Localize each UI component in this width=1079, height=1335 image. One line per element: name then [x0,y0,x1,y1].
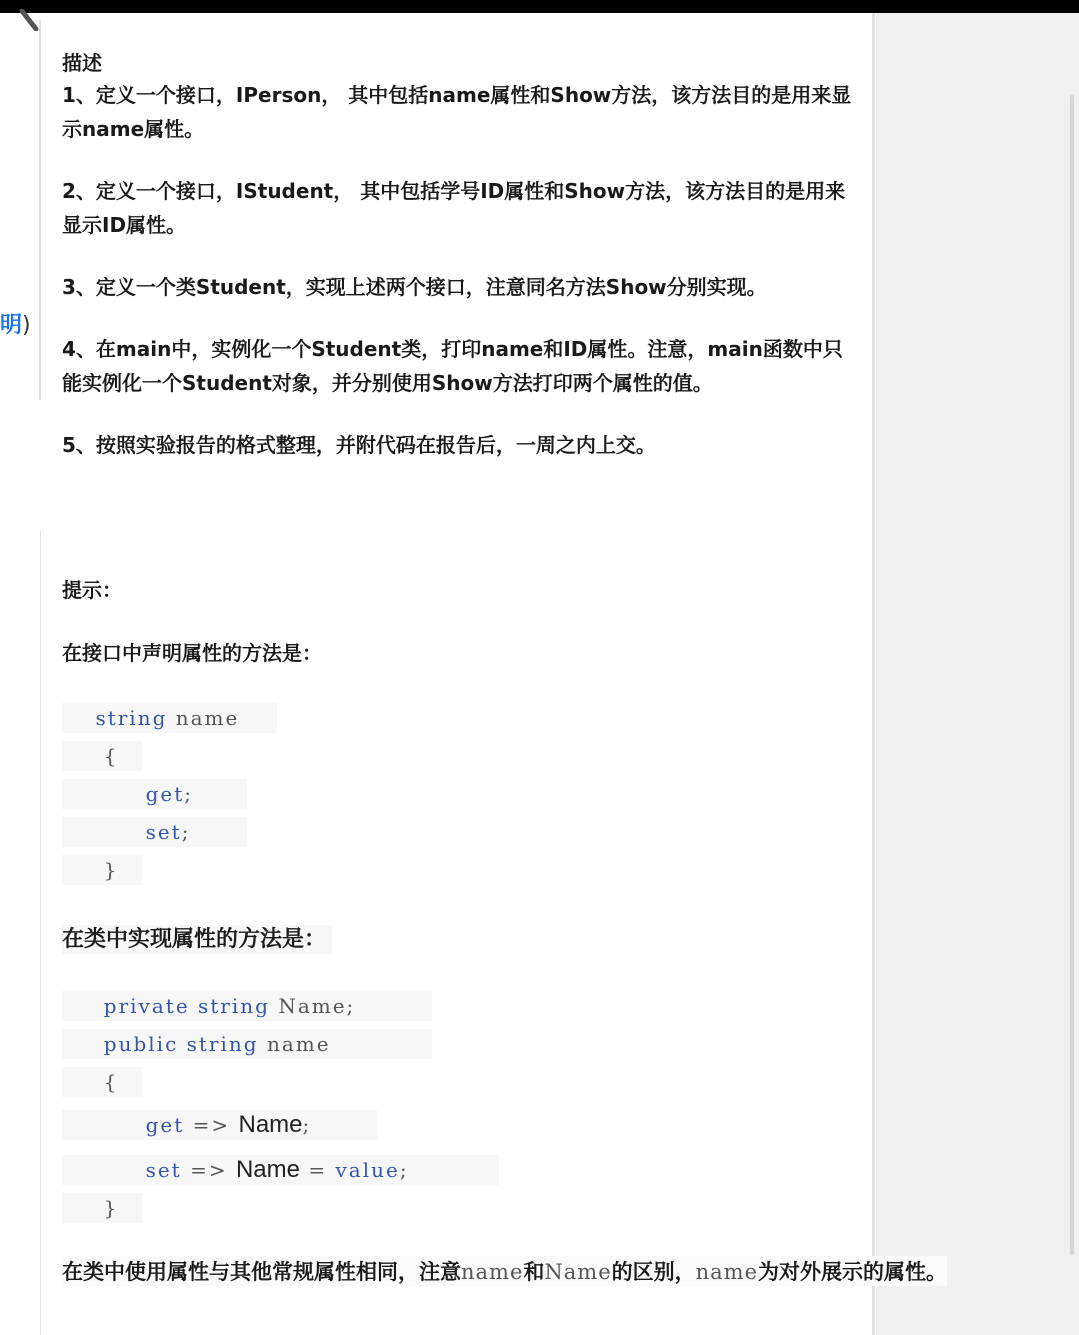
code-line: private string Name; [62,991,432,1021]
code-line: set => Name = value; [62,1155,499,1185]
panel-divider[interactable] [872,13,875,1335]
code-line: get => Name; [62,1110,377,1140]
code-line: { [62,741,142,771]
requirement-5: 5、按照实验报告的格式整理，并附代码在报告后，一周之内上交。 [62,433,656,457]
code-line: set; [62,817,247,847]
description-title: 描述 [62,51,102,75]
right-side-panel [876,13,1079,1335]
code-line: } [62,1193,142,1223]
interface-heading: 在接口中声明属性的方法是： [62,641,322,665]
class-heading: 在类中实现属性的方法是： [62,922,332,953]
code-line: { [62,1067,142,1097]
code-line: string name [62,703,277,733]
scrollbar[interactable] [1070,95,1074,1255]
code-line: get; [62,779,247,809]
requirement-3: 3、定义一个类Student，实现上述两个接口，注意同名方法Show分别实现。 [62,275,767,299]
property-usage-note: 在类中使用属性与其他常规属性相同，注意name和Name的区别，name为对外展示的属性。 [62,1256,947,1286]
top-bar [0,0,1079,13]
code-line: } [62,855,142,885]
left-border [39,20,41,400]
requirement-4: 4、在main中，实例化一个Student类，打印name和ID属性。注意，main函数中只能实例化一个Student对象，并分别使用Show方法打印两个属性的值。 [62,337,843,395]
code-line: public string name [62,1029,432,1059]
hints-title: 提示： [62,578,122,602]
problem-description [62,48,862,462]
requirement-2: 2、定义一个接口，IStudent， 其中包括学号ID属性和Show方法，该方法目的是用来显示ID属性。 [62,179,846,237]
back-arrow-icon[interactable] [18,9,40,31]
requirement-1: 1、定义一个接口，IPerson， 其中包括name属性和Show方法，该方法目的是用来显示name属性。 [62,83,852,141]
left-panel-text-fragment: 明) [0,313,31,338]
left-border-lower [40,530,41,1335]
